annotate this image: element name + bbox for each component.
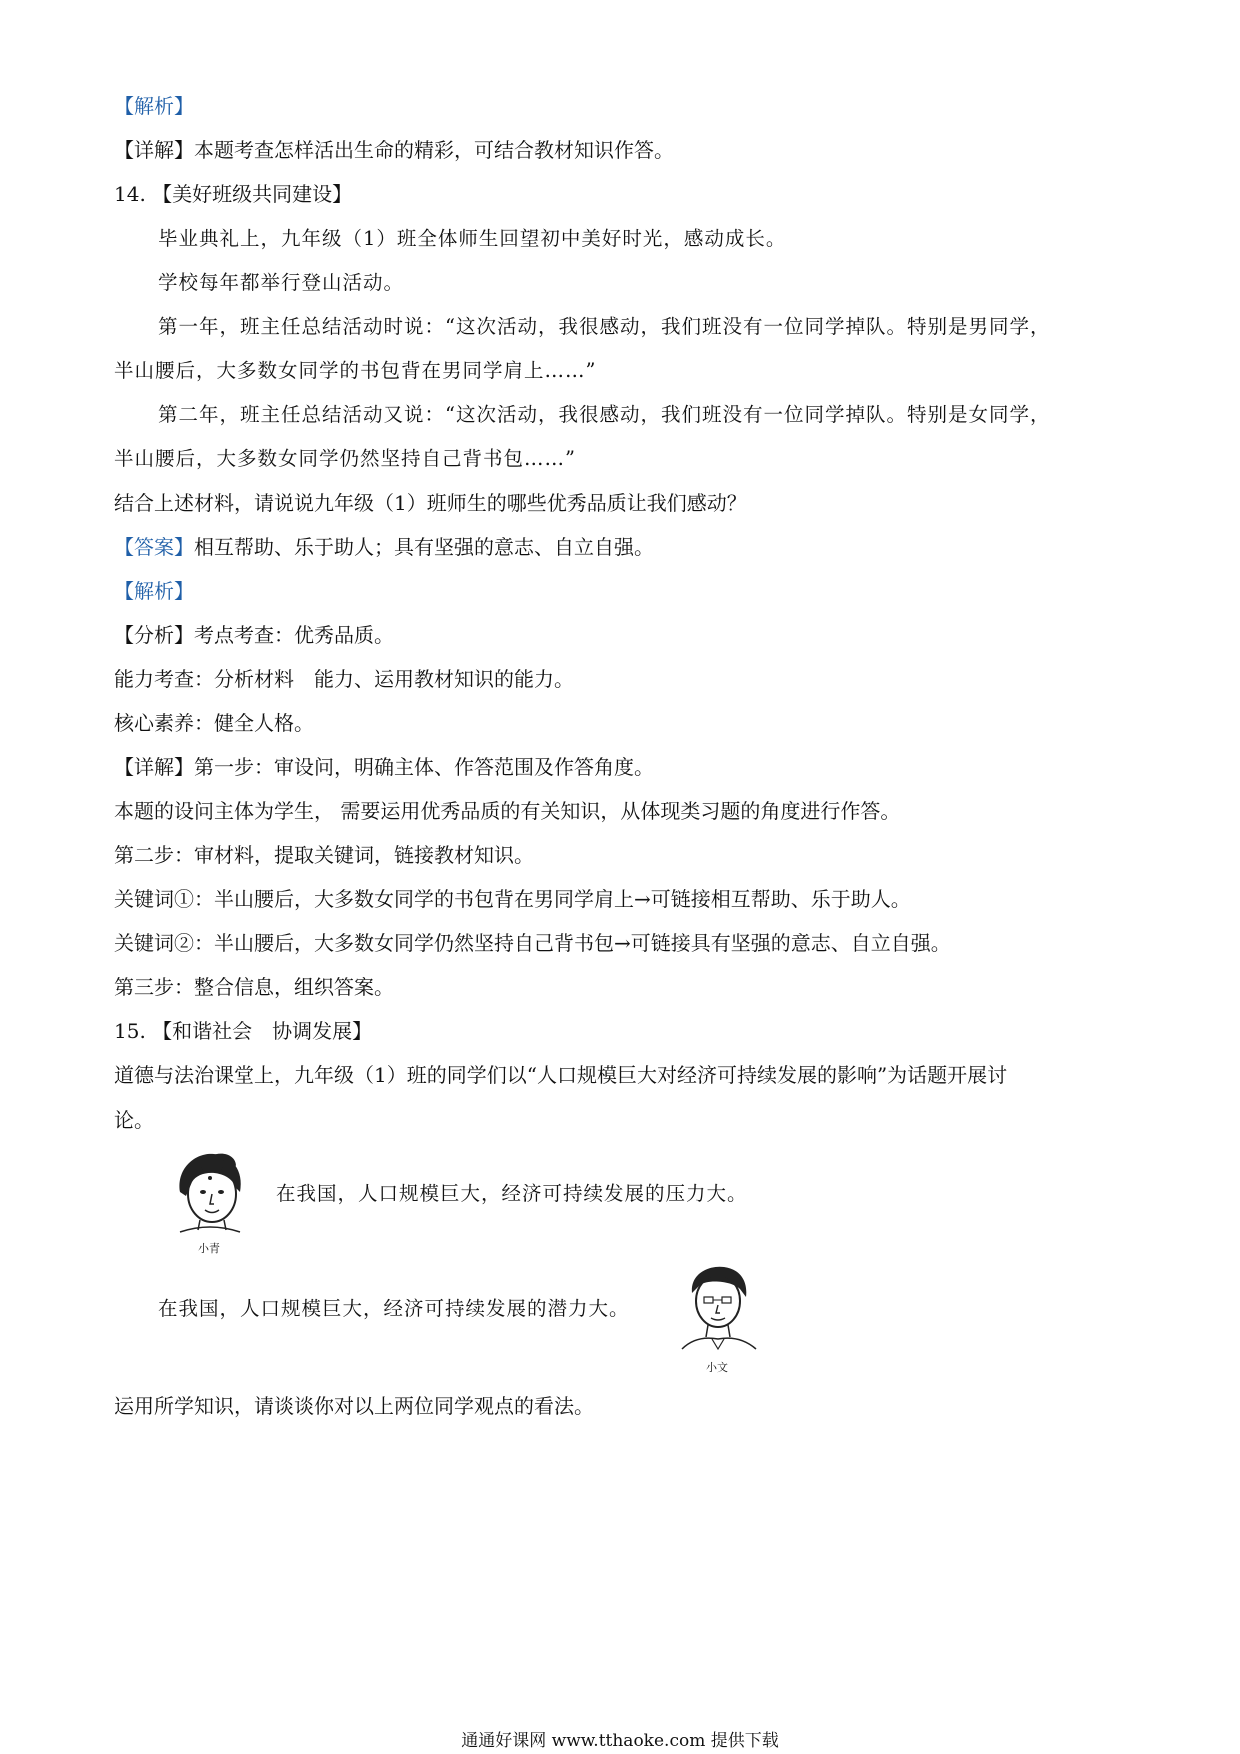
q14-material-line-2: 学校每年都举行登山活动。 — [158, 271, 405, 294]
q14-number: 14. — [114, 182, 146, 206]
q14-analysis-line-1: 【分析】考点考查：优秀品质。 — [114, 623, 394, 647]
q14-material-line-5: 第二年，班主任总结活动又说：“这次活动，我很感动，我们班没有一位同学掉队。特别是女同学， — [158, 403, 1051, 426]
q14-answer-tag: 【答案】 — [114, 535, 194, 559]
q14-analysis-line-2: 能力考查：分析材料 能力、运用教材知识的能力。 — [114, 667, 574, 691]
boy-illustration — [676, 1263, 760, 1359]
q13-detail-text: 本题考查怎样活出生命的精彩，可结合教材知识作答。 — [194, 138, 674, 162]
q14-material-line-3: 第一年，班主任总结活动时说：“这次活动，我很感动，我们班没有一位同学掉队。特别是男同学， — [158, 315, 1051, 338]
speaker2-name: 小文 — [706, 1361, 728, 1374]
q14-analysis-line-6: 第二步：审材料，提取关键词，链接教材知识。 — [114, 843, 534, 867]
q14-answer-text: 相互帮助、乐于助人；具有坚强的意志、自立自强。 — [194, 535, 654, 559]
q14-material-line-4: 半山腰后，大多数女同学的书包背在男同学肩上……” — [114, 359, 597, 382]
q14-analysis-line-9: 第三步：整合信息，组织答案。 — [114, 975, 394, 999]
page-footer: 通通好课网 www.tthaoke.com 提供下载 — [461, 1731, 779, 1751]
q15-intro-line-2: 论。 — [114, 1108, 154, 1132]
q14-material-line-1: 毕业典礼上，九年级（1）班全体师生回望初中美好时光，感动成长。 — [158, 227, 787, 250]
q14-material-line-6: 半山腰后，大多数女同学仍然坚持自己背书包……” — [114, 447, 576, 470]
q14-analysis-line-4: 【详解】第一步：审设问，明确主体、作答范围及作答角度。 — [114, 755, 654, 779]
q14-title: 【美好班级共同建设】 — [152, 182, 353, 206]
q13-analysis-tag: 【解析】 — [114, 94, 194, 118]
q13-detail-tag: 【详解】 — [114, 138, 194, 162]
girl-illustration — [170, 1148, 250, 1246]
q15-number: 15. — [114, 1019, 146, 1043]
q14-analysis-line-7: 关键词①：半山腰后，大多数女同学的书包背在男同学肩上→可链接相互帮助、乐于助人。 — [114, 887, 911, 911]
q14-heading — [114, 180, 352, 208]
q14-analysis-line-3: 核心素养：健全人格。 — [114, 711, 314, 735]
q14-analysis-line-8: 关键词②：半山腰后，大多数女同学仍然坚持自己背书包→可链接具有坚强的意志、自立自强。 — [114, 931, 951, 955]
speaker1-statement: 在我国，人口规模巨大，经济可持续发展的压力大。 — [276, 1182, 748, 1205]
speaker2-statement: 在我国，人口规模巨大，经济可持续发展的潜力大。 — [158, 1297, 630, 1320]
q14-question: 结合上述材料，请说说九年级（1）班师生的哪些优秀品质让我们感动？ — [114, 491, 747, 515]
q15-title: 【和谐社会 协调发展】 — [152, 1019, 373, 1043]
q15-question: 运用所学知识，请谈谈你对以上两位同学观点的看法。 — [114, 1394, 594, 1418]
q13-detail — [114, 136, 674, 164]
q15-intro-line-1: 道德与法治课堂上，九年级（1）班的同学们以“人口规模巨大对经济可持续发展的影响”为话题开展讨 — [114, 1063, 1008, 1087]
q14-analysis-tag: 【解析】 — [114, 579, 194, 603]
speaker1-name: 小青 — [198, 1242, 220, 1255]
q14-analysis-line-5: 本题的设问主体为学生， 需要运用优秀品质的有关知识，从体现类习题的角度进行作答。 — [114, 799, 901, 823]
q14-answer — [114, 533, 654, 561]
q15-heading — [114, 1017, 372, 1045]
